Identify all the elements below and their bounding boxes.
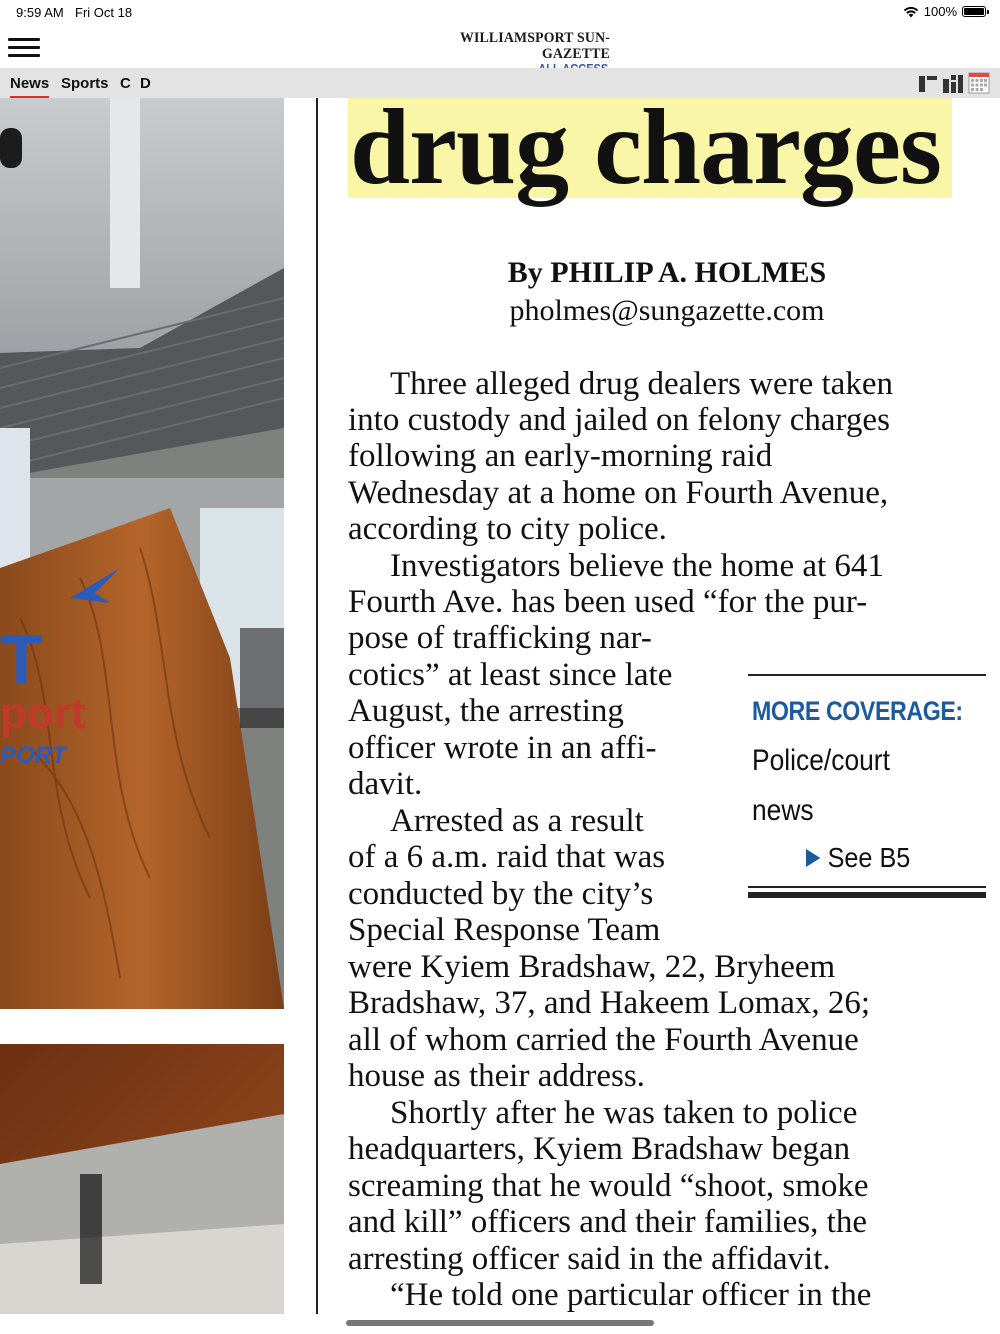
coverage-topic-line1: Police/court <box>752 744 890 777</box>
battery-icon <box>962 6 986 17</box>
app-header <box>0 26 1000 68</box>
svg-text:T: T <box>0 620 43 698</box>
author-email[interactable]: pholmes@sungazette.com <box>509 294 825 327</box>
status-bar <box>0 0 1000 26</box>
body-line: conducted by the city’s <box>348 876 654 912</box>
body-line: davit. <box>348 766 423 802</box>
body-line: Arrested as a result <box>390 803 644 839</box>
status-time: 9:59 AM <box>16 5 64 20</box>
battery-percent: 100% <box>923 4 957 19</box>
tab-sports[interactable]: Sports <box>61 75 109 92</box>
body-line: cotics” at least since late <box>348 657 673 693</box>
body-line: headquarters, Kyiem Bradshaw began <box>348 1131 851 1167</box>
body-line: pose of trafficking nar- <box>348 620 652 656</box>
article-byline: By PHILIP A. HOLMES <box>507 256 827 289</box>
see-page-link[interactable] <box>806 842 910 874</box>
article-headline: drug charges <box>350 88 941 207</box>
divider <box>748 674 986 676</box>
body-line: officer wrote in an affi- <box>348 730 657 766</box>
body-line: Investigators believe the home at 641 <box>390 548 884 584</box>
article-photo <box>0 98 284 1009</box>
see-page-label: See B5 <box>827 842 911 873</box>
body-line: August, the arresting <box>348 693 624 729</box>
column-divider <box>316 98 318 1314</box>
body-line: Fourth Ave. has been used “for the pur- <box>348 584 868 620</box>
body-line: according to city police. <box>348 511 667 547</box>
two-page-view-icon[interactable] <box>942 74 964 94</box>
body-line: “He told one particular officer in the <box>390 1277 872 1313</box>
svg-text:PORT: PORT <box>0 742 67 769</box>
body-line: Bradshaw, 37, and Hakeem Lomax, 26; <box>348 985 871 1021</box>
body-line: screaming that he would “shoot, smoke <box>348 1168 869 1204</box>
body-line: house as their address. <box>348 1058 645 1094</box>
body-line: arresting officer said in the affidavit. <box>348 1241 831 1277</box>
tab-d[interactable]: D <box>140 75 151 92</box>
body-line: into custody and jailed on felony charges <box>348 402 890 438</box>
body-line: Wednesday at a home on Fourth Avenue, <box>348 475 889 511</box>
body-line: Shortly after he was taken to police <box>390 1095 858 1131</box>
logo-title: WILLIAMSPORT SUN-GAZETTE <box>459 30 610 62</box>
svg-text:port: port <box>0 689 86 738</box>
more-coverage-title: MORE COVERAGE: <box>752 696 963 726</box>
more-coverage-box <box>748 674 986 904</box>
body-line: Special Response Team <box>348 912 661 948</box>
status-right <box>903 4 986 19</box>
tab-c[interactable]: C <box>120 75 131 92</box>
play-triangle-icon <box>806 849 820 867</box>
body-line: following an early-morning raid <box>348 438 773 474</box>
calendar-icon[interactable] <box>968 72 990 94</box>
status-date: Fri Oct 18 <box>75 5 133 20</box>
coverage-topic-line2: news <box>752 794 814 827</box>
publication-logo <box>396 30 610 64</box>
body-line: all of whom carried the Fourth Avenue <box>348 1022 859 1058</box>
home-indicator[interactable] <box>346 1320 654 1326</box>
divider <box>748 886 986 888</box>
tab-news[interactable]: News <box>10 75 50 92</box>
secondary-photo <box>0 1044 284 1314</box>
body-line: were Kyiem Bradshaw, 22, Bryheem <box>348 949 836 985</box>
body-line: and kill” officers and their families, the <box>348 1204 867 1240</box>
body-line: of a 6 a.m. raid that was <box>348 839 666 875</box>
body-line: Three alleged drug dealers were taken <box>390 366 893 402</box>
hamburger-menu-icon[interactable] <box>8 38 40 60</box>
divider <box>748 892 986 898</box>
photo-column <box>0 98 284 1334</box>
wifi-icon <box>903 6 919 18</box>
